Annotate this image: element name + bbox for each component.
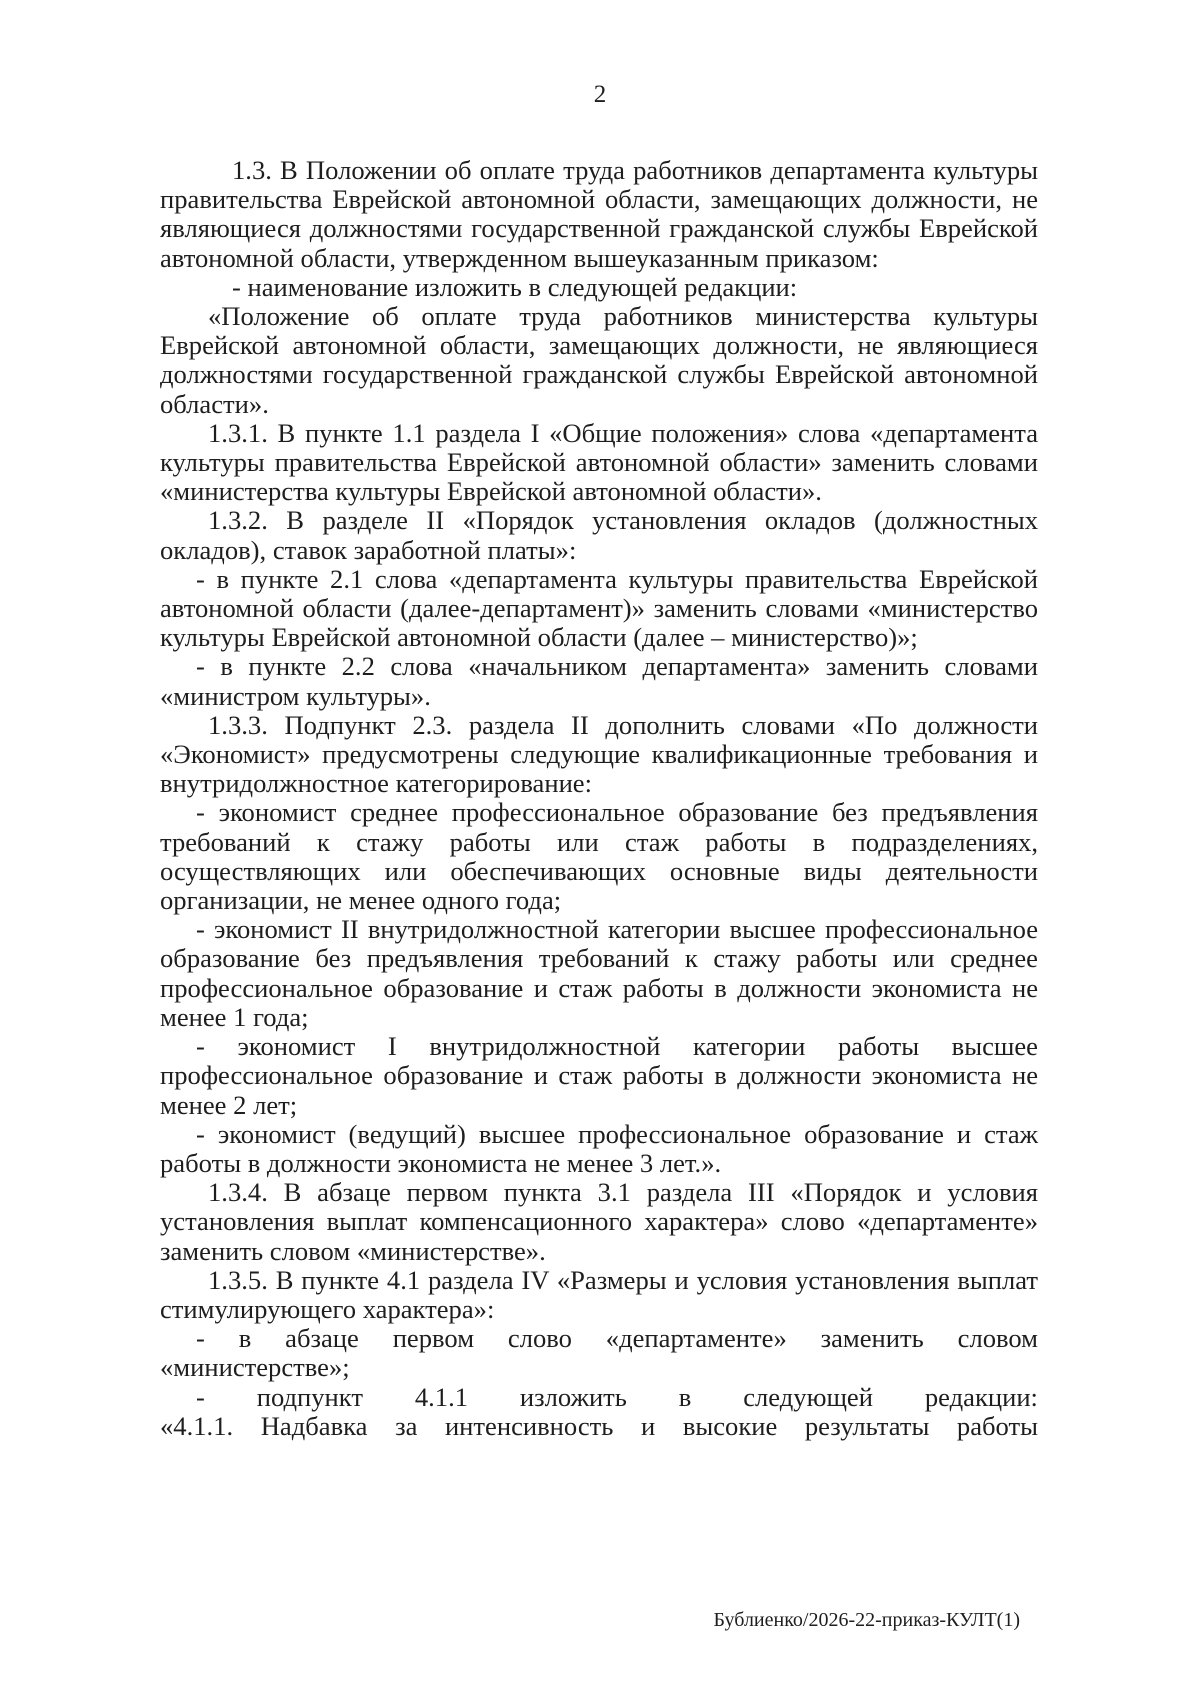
word: в [678, 1381, 692, 1412]
paragraph-1-3-3: 1.3.3. Подпункт 2.3. раздела II дополнить словами «По должности «Экономист» предусмотрены следующие квалификационные требования и внутридолжностное категорирование: [160, 709, 1038, 799]
word: интенсивность [444, 1410, 614, 1441]
paragraph-economist-cat-2: - экономист II внутридолжностной категории высшее профессиональное образование без предъявления требований к стажу работы или среднее профессиональное образование и стаж работы в должности экономиста не менее 1 года; [160, 914, 1038, 1032]
word: изложить [519, 1381, 627, 1412]
line-nadbavka-4-1-1 [160, 1412, 1038, 1441]
paragraph-punkt-2-2: - в пункте 2.2 слова «начальником департамента» заменить словами «министром культуры». [160, 651, 1038, 711]
word: высокие [682, 1410, 778, 1441]
paragraph-1-3-2: 1.3.2. В разделе II «Порядок установления окладов (должностных окладов), ставок заработной платы»: [160, 505, 1038, 565]
paragraph-abzac-pervyi: - в абзаце первом слово «департаменте» заменить словом «министерстве»; [160, 1323, 1038, 1383]
line-podpunkt-4-1-1 [160, 1383, 1038, 1412]
word: и [641, 1410, 656, 1441]
document-footer-code: Бублиенко/2026-22-приказ-КУЛТ(1) [713, 1609, 1020, 1631]
word: «4.1.1. [160, 1410, 234, 1441]
paragraph-punkt-2-1: - в пункте 2.1 слова «департамента культуры правительства Еврейской автономной области (далее-департамент)» заменить словами «министерство культуры Еврейской автономной области (далее – министерство)»; [160, 563, 1038, 653]
paragraph-naimenovanie: - наименование изложить в следующей редакции: [232, 271, 798, 302]
paragraph-1-3-4: 1.3.4. В абзаце первом пункта 3.1 раздела III «Порядок и условия установления выплат компенсационного характера» слово «департаменте» заменить словом «министерстве». [160, 1177, 1038, 1266]
paragraph-polozhenie-title: «Положение об оплате труда работников министерства культуры Еврейской автономной области, замещающих должности, не являющиеся должностями государственной гражданской службы Еврейской автономной области». [160, 301, 1038, 419]
word: редакции: [924, 1381, 1038, 1412]
paragraph-economist-cat-1: - экономист I внутридолжностной категории работы высшее профессиональное образование и стаж работы в должности экономиста не менее 2 лет; [160, 1031, 1038, 1120]
word: работы [956, 1410, 1038, 1441]
word: следующей [743, 1381, 873, 1412]
paragraph-economist-lead: - экономист (ведущий) высшее профессиональное образование и стаж работы в должности экономиста не менее 3 лет.». [160, 1118, 1038, 1178]
paragraph-1-3: 1.3. В Положении об оплате труда работников департамента культуры правительства Еврейской автономной области, замещающих должности, не являющиеся должностями государственной гражданской службы Еврейской автономной области, утвержденном вышеуказанным приказом: [160, 155, 1038, 273]
word: Надбавка [260, 1410, 368, 1441]
word: подпункт [256, 1381, 363, 1412]
paragraph-economist: - экономист среднее профессиональное образование без предъявления требований к стажу работы или стаж работы в подразделениях, осуществляющих или обеспечивающих основные виды деятельности организации, не менее одного года; [160, 797, 1038, 916]
paragraph-1-3-5: 1.3.5. В пункте 4.1 раздела IV «Размеры и условия установления выплат стимулирующего характера»: [160, 1264, 1038, 1324]
page-number: 2 [593, 81, 607, 108]
word: результаты [804, 1410, 930, 1441]
word: 4.1.1 [414, 1381, 469, 1412]
document-body [160, 156, 1038, 1441]
word: за [395, 1410, 418, 1441]
word: - [196, 1381, 205, 1412]
paragraph-1-3-1: 1.3.1. В пункте 1.1 раздела I «Общие положения» слова «департамента культуры правительства Еврейской автономной области» заменить словами «министерства культуры Еврейской автономной области». [160, 417, 1038, 507]
